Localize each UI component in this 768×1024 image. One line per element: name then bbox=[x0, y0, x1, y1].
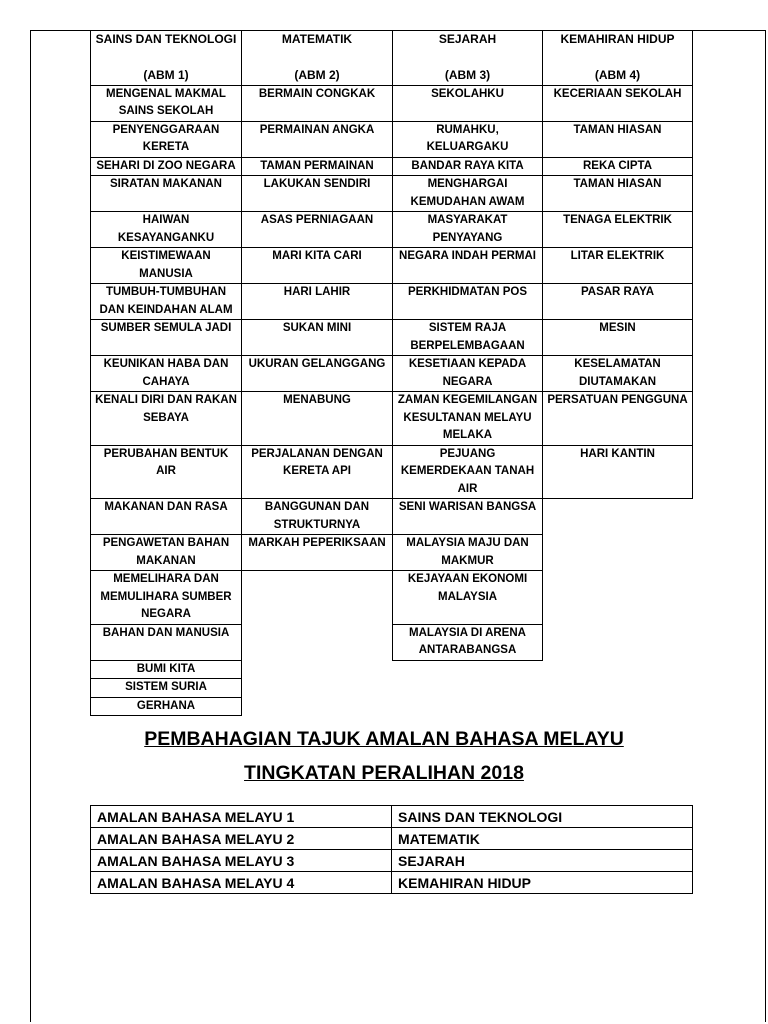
topic-cell: LITAR ELEKTRIK bbox=[543, 248, 693, 284]
topic-cell: PERSATUAN PENGGUNA bbox=[543, 392, 693, 446]
topic-cell: KESETIAAN KEPADA NEGARA bbox=[393, 356, 543, 392]
empty-cell bbox=[543, 660, 693, 679]
empty-cell bbox=[393, 679, 543, 698]
topic-cell: LAKUKAN SENDIRI bbox=[242, 176, 393, 212]
topics-table bbox=[90, 30, 693, 716]
empty-cell bbox=[543, 535, 693, 571]
table-row bbox=[91, 660, 693, 679]
column-header bbox=[543, 31, 693, 86]
table-row bbox=[91, 850, 693, 872]
topic-cell: ASAS PERNIAGAAN bbox=[242, 212, 393, 248]
topic-cell: MAKANAN DAN RASA bbox=[91, 499, 242, 535]
empty-cell bbox=[543, 571, 693, 625]
topic-cell: PERMAINAN ANGKA bbox=[242, 121, 393, 157]
column-header bbox=[242, 31, 393, 86]
topic-cell: TENAGA ELEKTRIK bbox=[543, 212, 693, 248]
topic-cell: KENALI DIRI DAN RAKAN SEBAYA bbox=[91, 392, 242, 446]
topic-cell: MEMELIHARA DAN MEMULIHARA SUMBER NEGARA bbox=[91, 571, 242, 625]
table-row bbox=[91, 679, 693, 698]
topic-cell: SISTEM SURIA bbox=[91, 679, 242, 698]
topic-cell: BERMAIN CONGKAK bbox=[242, 85, 393, 121]
empty-cell bbox=[242, 624, 393, 660]
topic-cell: SENI WARISAN BANGSA bbox=[393, 499, 543, 535]
column-header bbox=[91, 31, 242, 86]
topic-cell: SISTEM RAJA BERPELEMBAGAAN bbox=[393, 320, 543, 356]
table-row bbox=[91, 828, 693, 850]
topic-cell: PENYENGGARAAN KERETA bbox=[91, 121, 242, 157]
table-row bbox=[91, 697, 693, 716]
topic-cell: SEKOLAHKU bbox=[393, 85, 543, 121]
empty-cell bbox=[543, 624, 693, 660]
document-subtitle: TINGKATAN PERALIHAN 2018 bbox=[244, 762, 524, 784]
column-header-name: KEMAHIRAN HIDUP bbox=[560, 32, 675, 46]
column-header-code: (ABM 4) bbox=[594, 68, 641, 82]
topic-cell: TAMAN HIASAN bbox=[543, 176, 693, 212]
topic-cell: SUMBER SEMULA JADI bbox=[91, 320, 242, 356]
topic-cell: KEUNIKAN HABA DAN CAHAYA bbox=[91, 356, 242, 392]
topic-cell: SIRATAN MAKANAN bbox=[91, 176, 242, 212]
topic-cell: KECERIAAN SEKOLAH bbox=[543, 85, 693, 121]
topic-cell: MALAYSIA MAJU DAN MAKMUR bbox=[393, 535, 543, 571]
topic-cell: REKA CIPTA bbox=[543, 157, 693, 176]
topic-cell: HAIWAN KESAYANGANKU bbox=[91, 212, 242, 248]
topic-cell: MENABUNG bbox=[242, 392, 393, 446]
topic-cell: TUMBUH-TUMBUHAN DAN KEINDAHAN ALAM bbox=[91, 284, 242, 320]
empty-cell bbox=[242, 679, 393, 698]
topic-cell: PEJUANG KEMERDEKAAN TANAH AIR bbox=[393, 445, 543, 499]
topic-cell: TAMAN PERMAINAN bbox=[242, 157, 393, 176]
topic-cell: HARI LAHIR bbox=[242, 284, 393, 320]
topic-cell: BUMI KITA bbox=[91, 660, 242, 679]
table-row bbox=[91, 872, 693, 894]
table-row bbox=[91, 624, 693, 660]
empty-cell bbox=[242, 697, 393, 716]
theme-cell: MATEMATIK bbox=[392, 828, 693, 850]
table-row bbox=[91, 176, 693, 212]
topic-cell: MARKAH PEPERIKSAAN bbox=[242, 535, 393, 571]
empty-cell bbox=[393, 697, 543, 716]
table-row bbox=[91, 535, 693, 571]
empty-cell bbox=[543, 679, 693, 698]
table-row bbox=[91, 499, 693, 535]
table-row bbox=[91, 157, 693, 176]
table-row bbox=[91, 85, 693, 121]
table-row bbox=[91, 356, 693, 392]
topic-cell: MESIN bbox=[543, 320, 693, 356]
module-cell: AMALAN BAHASA MELAYU 1 bbox=[91, 806, 392, 828]
table-row bbox=[91, 806, 693, 828]
topic-cell: BANGGUNAN DAN STRUKTURNYA bbox=[242, 499, 393, 535]
empty-cell bbox=[393, 660, 543, 679]
topic-cell: RUMAHKU, KELUARGAKU bbox=[393, 121, 543, 157]
topic-cell: PERJALANAN DENGAN KERETA API bbox=[242, 445, 393, 499]
topic-cell: UKURAN GELANGGANG bbox=[242, 356, 393, 392]
column-header-code: (ABM 3) bbox=[444, 68, 491, 82]
topic-cell: MENGENAL MAKMAL SAINS SEKOLAH bbox=[91, 85, 242, 121]
topic-cell: TAMAN HIASAN bbox=[543, 121, 693, 157]
topic-cell: BANDAR RAYA KITA bbox=[393, 157, 543, 176]
table-row bbox=[91, 212, 693, 248]
table-row bbox=[91, 320, 693, 356]
table-row bbox=[91, 284, 693, 320]
empty-cell bbox=[242, 571, 393, 625]
topic-cell: MASYARAKAT PENYAYANG bbox=[393, 212, 543, 248]
topic-cell: PENGAWETAN BAHAN MAKANAN bbox=[91, 535, 242, 571]
table-row bbox=[91, 392, 693, 446]
empty-cell bbox=[543, 697, 693, 716]
document-title: PEMBAHAGIAN TAJUK AMALAN BAHASA MELAYU bbox=[144, 728, 624, 750]
table-row bbox=[91, 121, 693, 157]
column-header-code: (ABM 2) bbox=[294, 68, 340, 82]
topic-cell: SUKAN MINI bbox=[242, 320, 393, 356]
table-row bbox=[91, 571, 693, 625]
topic-cell: SEHARI DI ZOO NEGARA bbox=[91, 157, 242, 176]
topic-cell: KESELAMATAN DIUTAMAKAN bbox=[543, 356, 693, 392]
empty-cell bbox=[543, 499, 693, 535]
topic-cell: HARI KANTIN bbox=[543, 445, 693, 499]
table-row bbox=[91, 248, 693, 284]
topic-cell: PERUBAHAN BENTUK AIR bbox=[91, 445, 242, 499]
topic-cell: PASAR RAYA bbox=[543, 284, 693, 320]
theme-cell: SEJARAH bbox=[392, 850, 693, 872]
column-header bbox=[393, 31, 543, 86]
module-cell: AMALAN BAHASA MELAYU 2 bbox=[91, 828, 392, 850]
topic-cell: ZAMAN KEGEMILANGAN KESULTANAN MELAYU MELAKA bbox=[393, 392, 543, 446]
topic-cell: GERHANA bbox=[91, 697, 242, 716]
column-header-name: SAINS DAN TEKNOLOGI bbox=[95, 32, 237, 46]
topic-cell: NEGARA INDAH PERMAI bbox=[393, 248, 543, 284]
module-cell: AMALAN BAHASA MELAYU 3 bbox=[91, 850, 392, 872]
topic-cell: BAHAN DAN MANUSIA bbox=[91, 624, 242, 660]
header-row bbox=[91, 31, 693, 86]
topic-cell: PERKHIDMATAN POS bbox=[393, 284, 543, 320]
theme-cell: SAINS DAN TEKNOLOGI bbox=[392, 806, 693, 828]
topic-cell: KEISTIMEWAAN MANUSIA bbox=[91, 248, 242, 284]
column-header-name: MATEMATIK bbox=[281, 32, 353, 46]
module-cell: AMALAN BAHASA MELAYU 4 bbox=[91, 872, 392, 894]
column-header-code: (ABM 1) bbox=[143, 68, 189, 82]
division-table bbox=[90, 805, 693, 894]
empty-cell bbox=[242, 660, 393, 679]
topic-cell: MENGHARGAI KEMUDAHAN AWAM bbox=[393, 176, 543, 212]
topic-cell: MARI KITA CARI bbox=[242, 248, 393, 284]
topic-cell: MALAYSIA DI ARENA ANTARABANGSA bbox=[393, 624, 543, 660]
table-row bbox=[91, 445, 693, 499]
topic-cell: KEJAYAAN EKONOMI MALAYSIA bbox=[393, 571, 543, 625]
theme-cell: KEMAHIRAN HIDUP bbox=[392, 872, 693, 894]
column-header-name: SEJARAH bbox=[438, 32, 497, 46]
